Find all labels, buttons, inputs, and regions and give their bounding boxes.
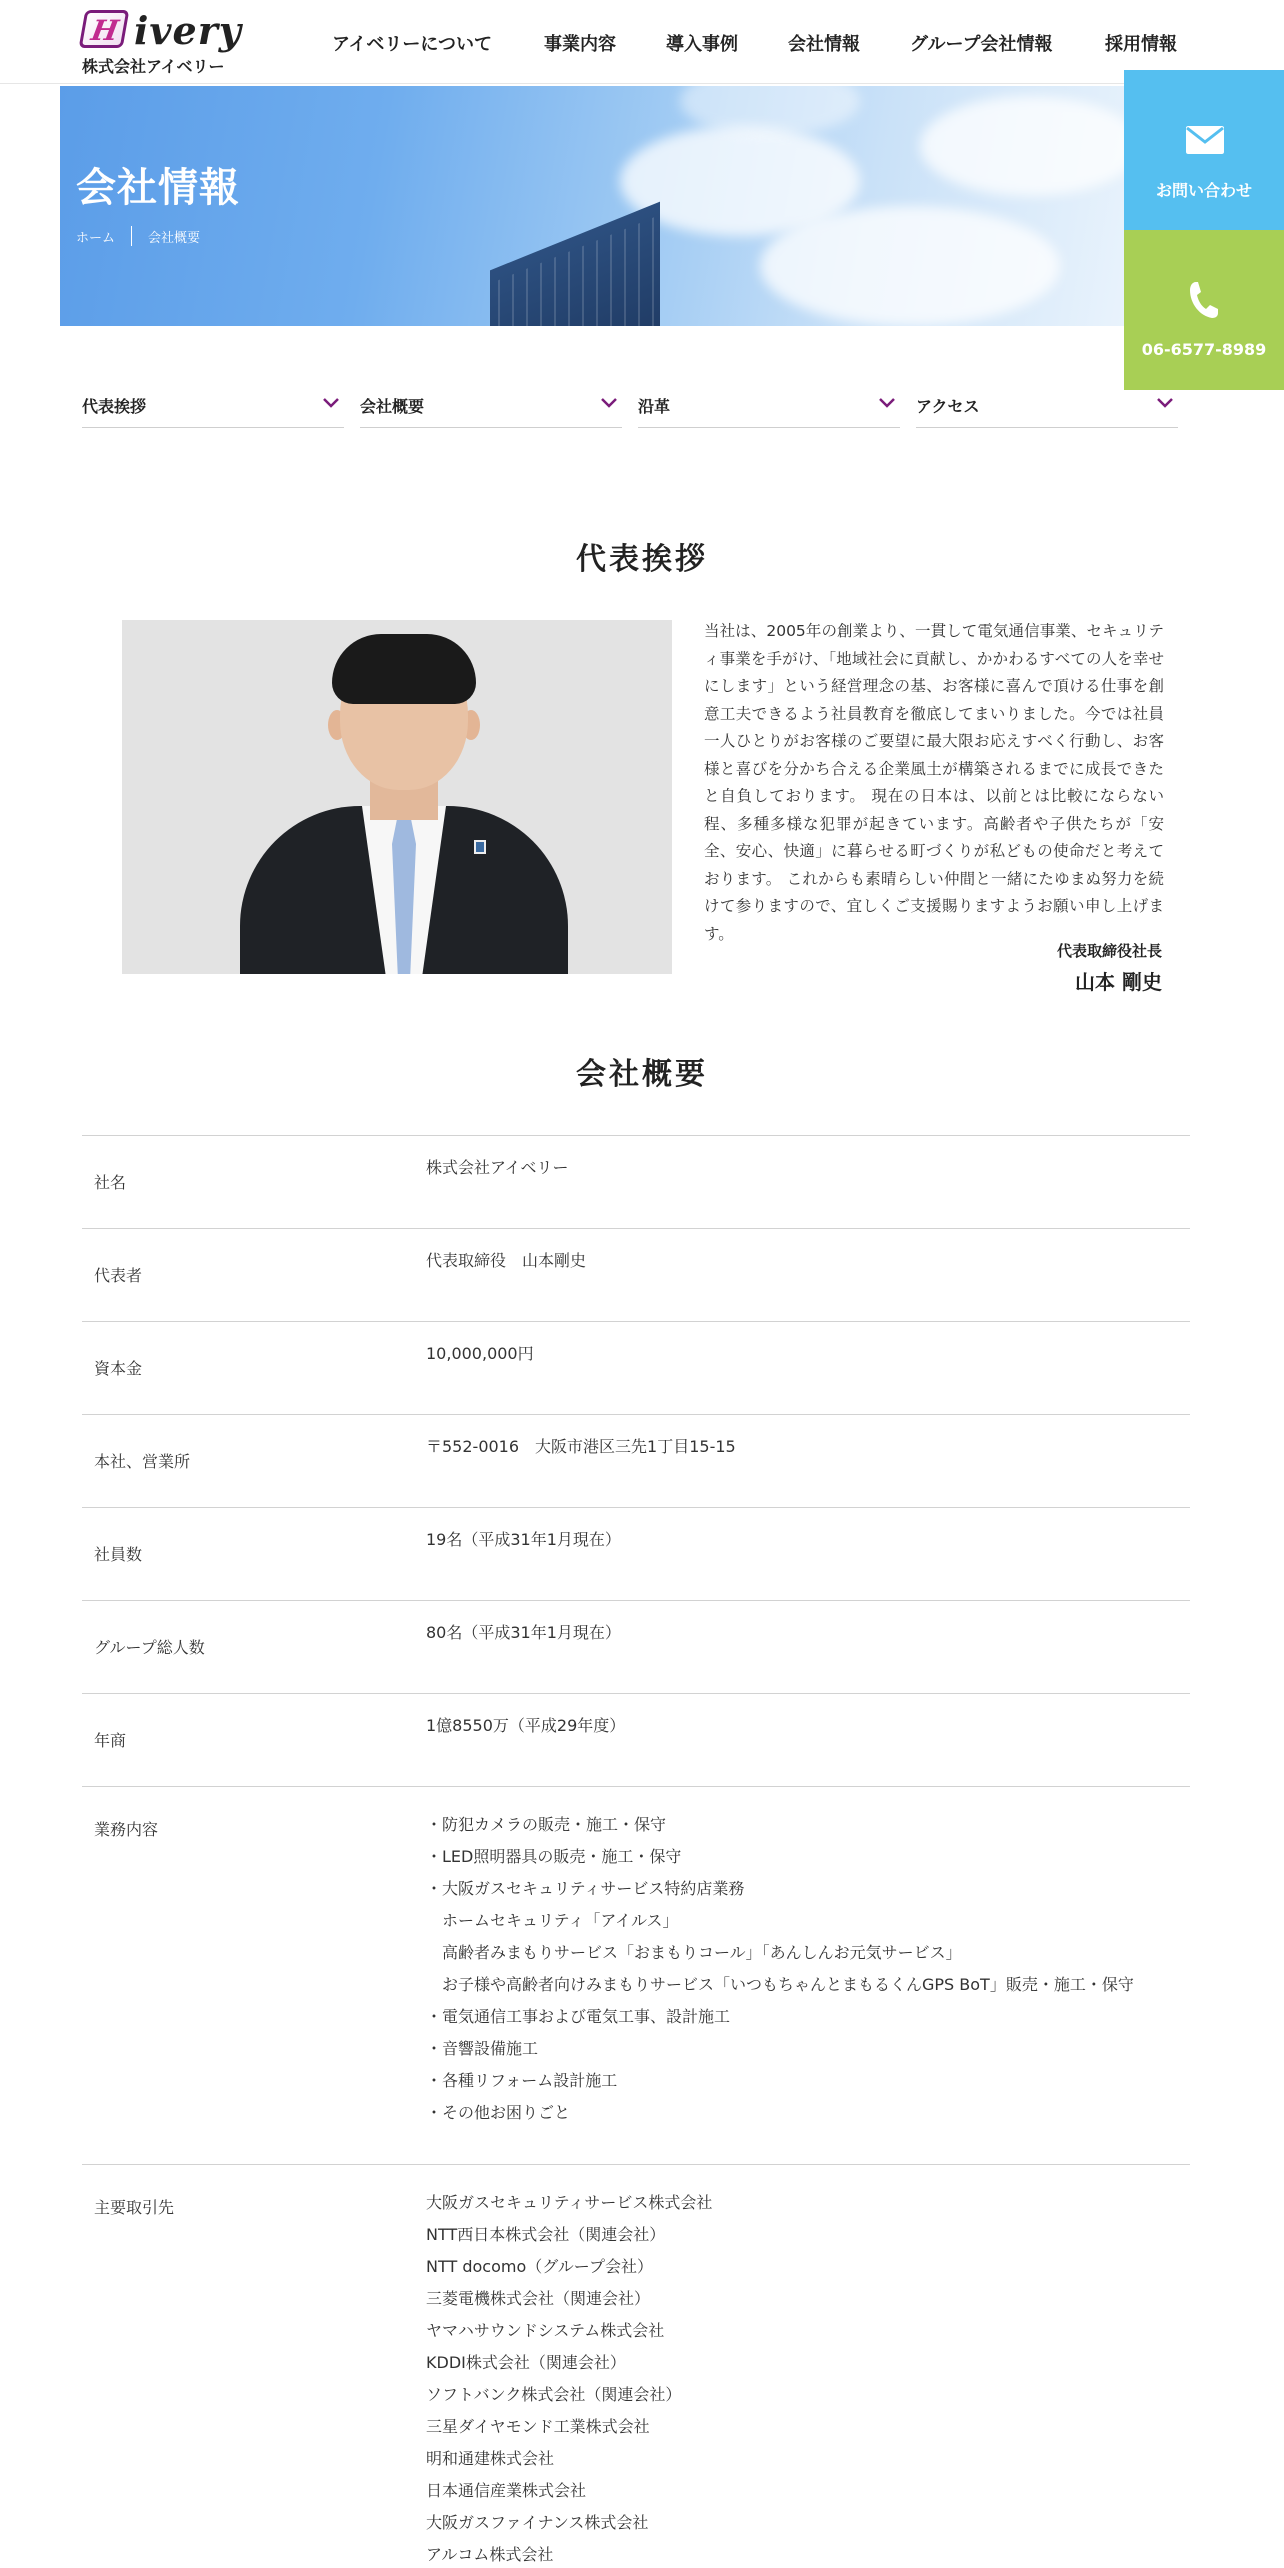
site-header xyxy=(0,0,1284,84)
row-value-line: KDDI株式会社（関連会社） xyxy=(426,2353,626,2372)
row-value-line: ・電気通信工事および電気工事、設計施工 xyxy=(426,2007,731,2026)
row-value-line: アルコム株式会社 xyxy=(426,2545,554,2564)
row-value-line: 10,000,000円 xyxy=(426,1344,534,1363)
row-value-line: お子様や高齢者向けみまもりサービス「いつもちゃんとまもるくんGPS BoT」販売・施工・保守 xyxy=(426,1975,1134,1994)
breadcrumb-current: 会社概要 xyxy=(148,230,201,246)
page-title: 会社情報 xyxy=(76,165,240,211)
tab-label: アクセス xyxy=(916,397,980,416)
row-value xyxy=(426,2187,712,2568)
row-value-line: ・防犯カメラの販売・施工・保守 xyxy=(426,1815,667,1834)
row-label: 社員数 xyxy=(94,1545,143,1564)
row-value-line: 大阪ガスセキュリティサービス株式会社 xyxy=(426,2193,713,2212)
breadcrumb xyxy=(76,226,200,246)
breadcrumb-home[interactable]: ホーム xyxy=(76,230,116,246)
row-value-line: 日本通信産業株式会社 xyxy=(426,2481,587,2500)
row-value-line: NTT docomo（グループ会社） xyxy=(426,2257,653,2276)
row-value-line: ホームセキュリティ「アイルス」 xyxy=(426,1911,679,1930)
row-value-line: 高齢者みまもりサービス「おまもりコール」「あんしんお元気サービス」 xyxy=(426,1943,962,1962)
tab-label: 会社概要 xyxy=(360,397,425,416)
row-value-line: 19名（平成31年1月現在） xyxy=(426,1530,621,1549)
logo-wordmark: ivery xyxy=(134,8,242,53)
row-value xyxy=(426,1152,569,1184)
contact-label: お問い合わせ xyxy=(1155,181,1252,200)
row-value xyxy=(426,1617,621,1649)
row-label: 社名 xyxy=(94,1173,127,1192)
cloud-shape xyxy=(920,96,1124,196)
phone-icon xyxy=(1188,280,1220,320)
row-label: 本社、営業所 xyxy=(94,1452,191,1471)
nav-cases[interactable]: 導入事例 xyxy=(666,34,738,55)
row-value-line: 〒552-0016 大阪市港区三先1丁目15-15 xyxy=(426,1437,736,1456)
tab-greeting[interactable] xyxy=(82,390,344,428)
row-value-line: 1億8550万（平成29年度） xyxy=(426,1716,626,1735)
row-value-line: ・各種リフォーム設計施工 xyxy=(426,2071,618,2090)
chevron-down-icon xyxy=(600,394,618,412)
row-value xyxy=(426,1338,534,1370)
table-row xyxy=(82,1415,1190,1508)
row-value-line: 代表取締役 山本剛史 xyxy=(426,1251,587,1270)
row-label: 年商 xyxy=(94,1731,127,1750)
row-value-line: 大阪ガスファイナンス株式会社 xyxy=(426,2513,649,2532)
company-overview-table xyxy=(82,1135,1190,2568)
row-value xyxy=(426,1245,586,1277)
row-value-line: ・その他お困りごと xyxy=(426,2103,571,2122)
row-value-line: 三菱電機株式会社（関連会社） xyxy=(426,2289,651,2308)
row-value-line: 三星ダイヤモンド工業株式会社 xyxy=(426,2417,650,2436)
row-value-line: ヤマハサウンドシステム株式会社 xyxy=(426,2321,665,2340)
tab-access[interactable] xyxy=(916,390,1178,428)
tab-history[interactable] xyxy=(638,390,900,428)
table-row xyxy=(82,1322,1190,1415)
row-label: 資本金 xyxy=(94,1359,143,1378)
table-row xyxy=(82,2165,1190,2568)
row-value xyxy=(426,1524,621,1556)
table-row xyxy=(82,1787,1190,2165)
nav-group[interactable]: グループ会社情報 xyxy=(910,34,1053,55)
nav-company[interactable]: 会社情報 xyxy=(788,34,860,55)
tab-overview[interactable] xyxy=(360,390,622,428)
contact-button[interactable] xyxy=(1124,70,1284,230)
row-value-line: 80名（平成31年1月現在） xyxy=(426,1623,621,1642)
phone-number: 06-6577-8989 xyxy=(1141,340,1267,359)
photo-hair xyxy=(332,634,476,704)
row-label: グループ総人数 xyxy=(94,1638,205,1657)
table-row xyxy=(82,1229,1190,1322)
ceo-name: 山本 剛史 xyxy=(1075,970,1162,994)
table-row xyxy=(82,1508,1190,1601)
nav-business[interactable]: 事業内容 xyxy=(544,34,616,55)
row-value-line: ・大阪ガスセキュリティサービス特約店業務 xyxy=(426,1879,745,1898)
row-value-line: 株式会社アイベリー xyxy=(426,1158,569,1177)
row-value xyxy=(426,1431,736,1463)
photo-badge xyxy=(474,840,486,854)
row-value-line: NTT西日本株式会社（関連会社） xyxy=(426,2225,666,2244)
ceo-photo xyxy=(122,620,672,974)
hero-banner xyxy=(60,86,1124,326)
row-value xyxy=(426,1710,625,1742)
table-row xyxy=(82,1694,1190,1787)
logo-mark-icon: H xyxy=(79,10,130,48)
table-row xyxy=(82,1601,1190,1694)
tab-label: 沿革 xyxy=(638,397,671,416)
row-label: 業務内容 xyxy=(94,1820,159,1839)
nav-recruit[interactable]: 採用情報 xyxy=(1105,34,1177,55)
greeting-text: 当社は、2005年の創業より、一貫して電気通信事業、セキュリティ事業を手がけ、「地域社会に貢献し、かかわるすべての人を幸せにします」という経営理念の基、お客様に喜んで頂ける仕事を創意工夫できるよう社員教育を徹底してまいりました。今では社員一人ひとりがお客様のご要望に最大限お応えすべく行動し、お客様と喜びを分かち合える企業風土が構築されるまでに成長できたと自負しております。 現在の日本は、以前とは比較にならない程、多種多様な犯罪が起きています。高齢者や子供たちが「安全、安心、快適」に暮らせる町づくりが私どもの使命だと考えております。 これからも素晴らしい仲間と一緒にたゆまぬ努力を続けて参りますので、宜しくご支援賜りますようお願い申し上げます。 xyxy=(704,622,1164,943)
table-row xyxy=(82,1136,1190,1229)
row-label: 主要取引先 xyxy=(94,2198,175,2217)
tab-label: 代表挨拶 xyxy=(82,397,147,416)
row-value-line: ・LED照明器具の販売・施工・保守 xyxy=(426,1847,682,1866)
mail-icon xyxy=(1186,126,1224,154)
ceo-title: 代表取締役社長 xyxy=(1056,942,1162,960)
chevron-down-icon xyxy=(322,394,340,412)
building-windows xyxy=(498,216,658,326)
row-value-line: 明和通建株式会社 xyxy=(426,2449,555,2468)
chevron-down-icon xyxy=(1156,394,1174,412)
section-tabs xyxy=(82,390,1180,430)
phone-button[interactable] xyxy=(1124,230,1284,390)
nav-about[interactable]: アイベリーについて xyxy=(332,34,493,55)
cloud-shape xyxy=(760,206,1060,326)
breadcrumb-separator xyxy=(131,226,132,246)
row-label: 代表者 xyxy=(94,1266,143,1285)
row-value xyxy=(426,1809,1134,2129)
company-logo[interactable] xyxy=(82,8,252,74)
overview-heading: 会社概要 xyxy=(576,1057,708,1092)
greeting-heading: 代表挨拶 xyxy=(576,542,708,577)
chevron-down-icon xyxy=(878,394,896,412)
row-value-line: ソフトバンク株式会社（関連会社） xyxy=(426,2385,682,2404)
logo-company-name: 株式会社アイベリー xyxy=(82,57,225,76)
row-value-line: ・音響設備施工 xyxy=(426,2039,539,2058)
